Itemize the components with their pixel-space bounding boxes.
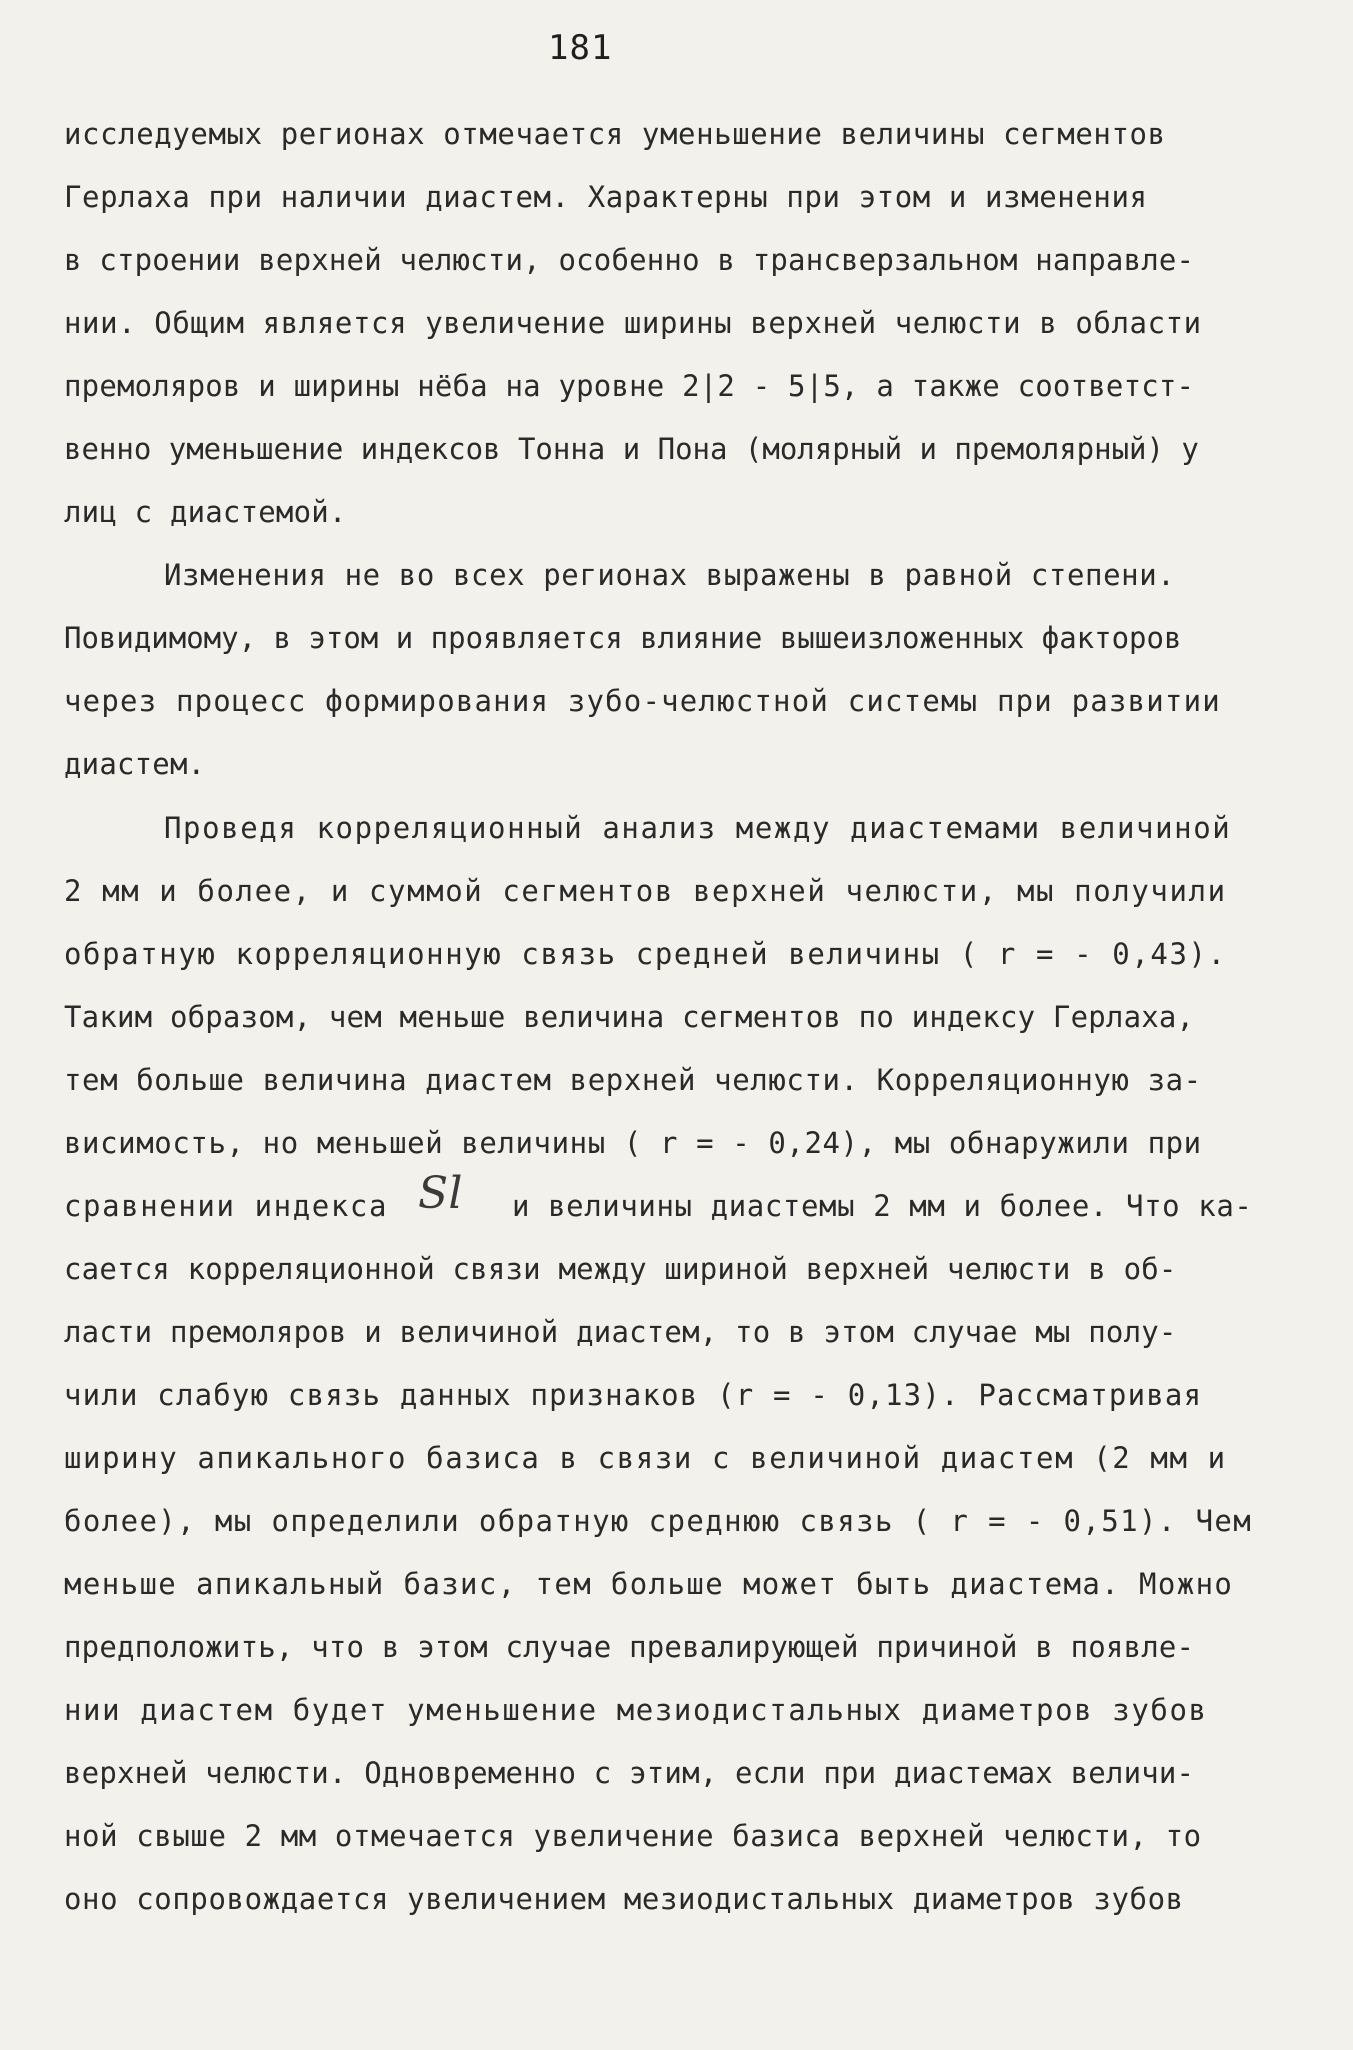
text-line: нии диастем будет уменьшение мезиодистальных диаметров зубов	[64, 1693, 1208, 1727]
text-line: лиц с диастемой.	[64, 495, 347, 529]
text-line: через процесс формирования зубо-челюстной системы при развитии	[64, 684, 1221, 718]
text-line: 2 мм и более, и суммой сегментов верхней челюсти, мы получили	[64, 874, 1227, 908]
text-line: и величины диастемы 2 мм и более. Что ка-	[512, 1189, 1253, 1223]
text-line: чили слабую связь данных признаков (r = - 0,13). Рассматривая	[64, 1378, 1203, 1412]
text-line: тем больше величина диастем верхней челюсти. Корреляционную за-	[64, 1063, 1202, 1097]
text-line: нии. Общим является увеличение ширины верхней челюсти в области	[64, 306, 1202, 340]
text-line: в строении верхней челюсти, особенно в трансверзальном направле-	[64, 243, 1195, 277]
text-line: висимость, но меньшей величины ( r = - 0,24), мы обнаружили при	[64, 1126, 1202, 1160]
text-line: диастем.	[64, 747, 206, 781]
text-line: обратную корреляционную связь средней величины ( r = - 0,43).	[64, 937, 1227, 971]
text-line: исследуемых регионах отмечается уменьшение величины сегментов	[64, 117, 1166, 151]
text-line: ной свыше 2 мм отмечается увеличение базиса верхней челюсти, то	[64, 1819, 1202, 1853]
text-line: Проведя корреляционный анализ между диастемами величиной	[164, 811, 1232, 845]
text-line: сается корреляционной связи между шириной верхней челюсти в об-	[64, 1252, 1177, 1286]
text-line: меньше апикальный базис, тем больше может быть диастема. Можно	[64, 1567, 1234, 1601]
page-number: 181	[548, 28, 613, 68]
text-line: более), мы определили обратную среднюю связь ( r = - 0,51). Чем	[64, 1504, 1253, 1538]
text-line: Изменения не во всех регионах выражены в равной степени.	[164, 558, 1176, 592]
text-line: верхней челюсти. Одновременно с этим, если при диастемах величи-	[64, 1756, 1195, 1790]
text-line: оно сопровождается увеличением мезиодистальных диаметров зубов	[64, 1882, 1184, 1916]
text-line: Герлаха при наличии диастем. Характерны при этом и изменения	[64, 180, 1148, 214]
handwritten-index-symbol: Sl	[418, 1168, 463, 1219]
text-line: сравнении индекса	[64, 1189, 389, 1223]
text-line: предположить, что в этом случае превалирующей причиной в появле-	[64, 1630, 1195, 1664]
text-line: венно уменьшение индексов Тонна и Пона (молярный и премолярный) у	[64, 432, 1199, 466]
text-line: Таким образом, чем меньше величина сегментов по индексу Герлаха,	[64, 1000, 1195, 1034]
text-line: ширину апикального базиса в связи с величиной диастем (2 мм и	[64, 1441, 1227, 1475]
text-line: премоляров и ширины нёба на уровне 2|2 - 5|5, а также соответст-	[64, 369, 1195, 403]
text-line: Повидимому, в этом и проявляется влияние вышеизложенных факторов	[64, 621, 1182, 655]
text-line: ласти премоляров и величиной диастем, то в этом случае мы полу-	[64, 1315, 1177, 1349]
